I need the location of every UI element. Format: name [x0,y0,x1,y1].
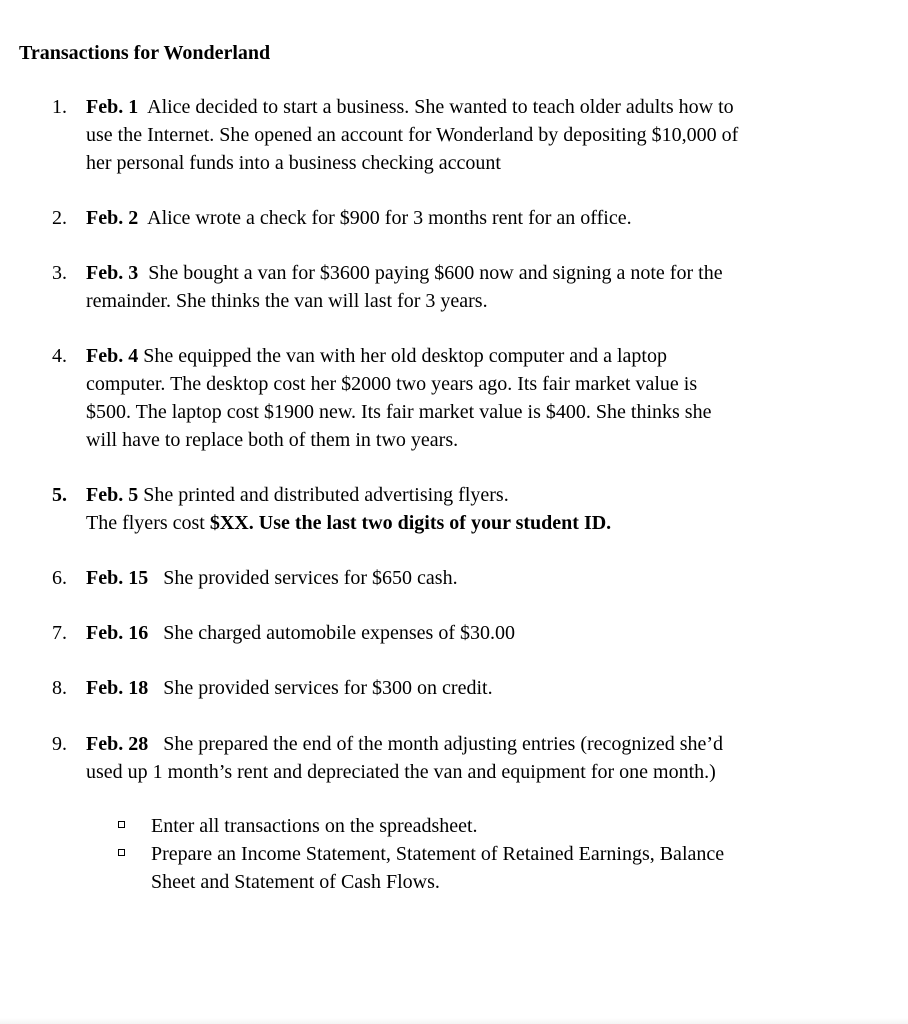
item-number: 2. [52,207,67,229]
item-date: Feb. 28 [86,733,149,755]
item-text: Alice wrote a check for $900 for 3 months rent for an office. [147,207,632,229]
item-date: Feb. 18 [86,677,149,699]
checkbox-bullet-icon [118,849,125,856]
bullet-text: Sheet and Statement of Cash Flows. [151,871,440,893]
item-date: Feb. 5 [86,484,139,506]
item-date: Feb. 4 [86,345,139,367]
item-text: used up 1 month’s rent and depreciated the van and equipment for one month.) [86,761,716,783]
item-text: computer. The desktop cost her $2000 two years ago. Its fair market value is [86,373,698,395]
page-bottom-edge [0,1018,908,1024]
checkbox-bullet-icon [118,821,125,828]
item-date: Feb. 15 [86,567,149,589]
item-text: She bought a van for $3600 paying $600 now and signing a note for the [148,262,723,284]
item-text: her personal funds into a business checking account [86,152,501,174]
item-text: $500. The laptop cost $1900 new. Its fair market value is $400. She thinks she [86,401,712,423]
item-number: 6. [52,567,67,589]
item-date: Feb. 2 [86,207,139,229]
student-id-instruction: $XX. Use the last two digits of your student ID. [209,512,612,534]
item-number: 4. [52,345,67,367]
item-number: 1. [52,96,67,118]
item-text: remainder. She thinks the van will last for 3 years. [86,290,488,312]
item-text: She equipped the van with her old desktop computer and a laptop [143,345,667,367]
bullet-text: Enter all transactions on the spreadsheet. [151,815,478,837]
item-number: 5. [52,484,67,506]
item-date: Feb. 3 [86,262,139,284]
item-date: Feb. 1 [86,96,139,118]
item-text: She provided services for $300 on credit. [163,677,493,699]
item-number: 3. [52,262,67,284]
bullet-text: Prepare an Income Statement, Statement of Retained Earnings, Balance [151,843,725,865]
item-text: use the Internet. She opened an account for Wonderland by depositing $10,000 of [86,124,739,146]
item-text: The flyers cost [86,512,210,534]
document-title: Transactions for Wonderland [19,42,271,64]
item-number: 7. [52,622,67,644]
item-text: Alice decided to start a business. She wanted to teach older adults how to [147,96,734,118]
item-date: Feb. 16 [86,622,149,644]
item-text: She printed and distributed advertising flyers. [143,484,509,506]
item-text: She provided services for $650 cash. [163,567,458,589]
item-text: She charged automobile expenses of $30.00 [163,622,515,644]
item-number: 9. [52,733,67,755]
item-text: will have to replace both of them in two years. [86,429,459,451]
item-text: She prepared the end of the month adjusting entries (recognized she’d [163,733,724,755]
item-number: 8. [52,677,67,699]
